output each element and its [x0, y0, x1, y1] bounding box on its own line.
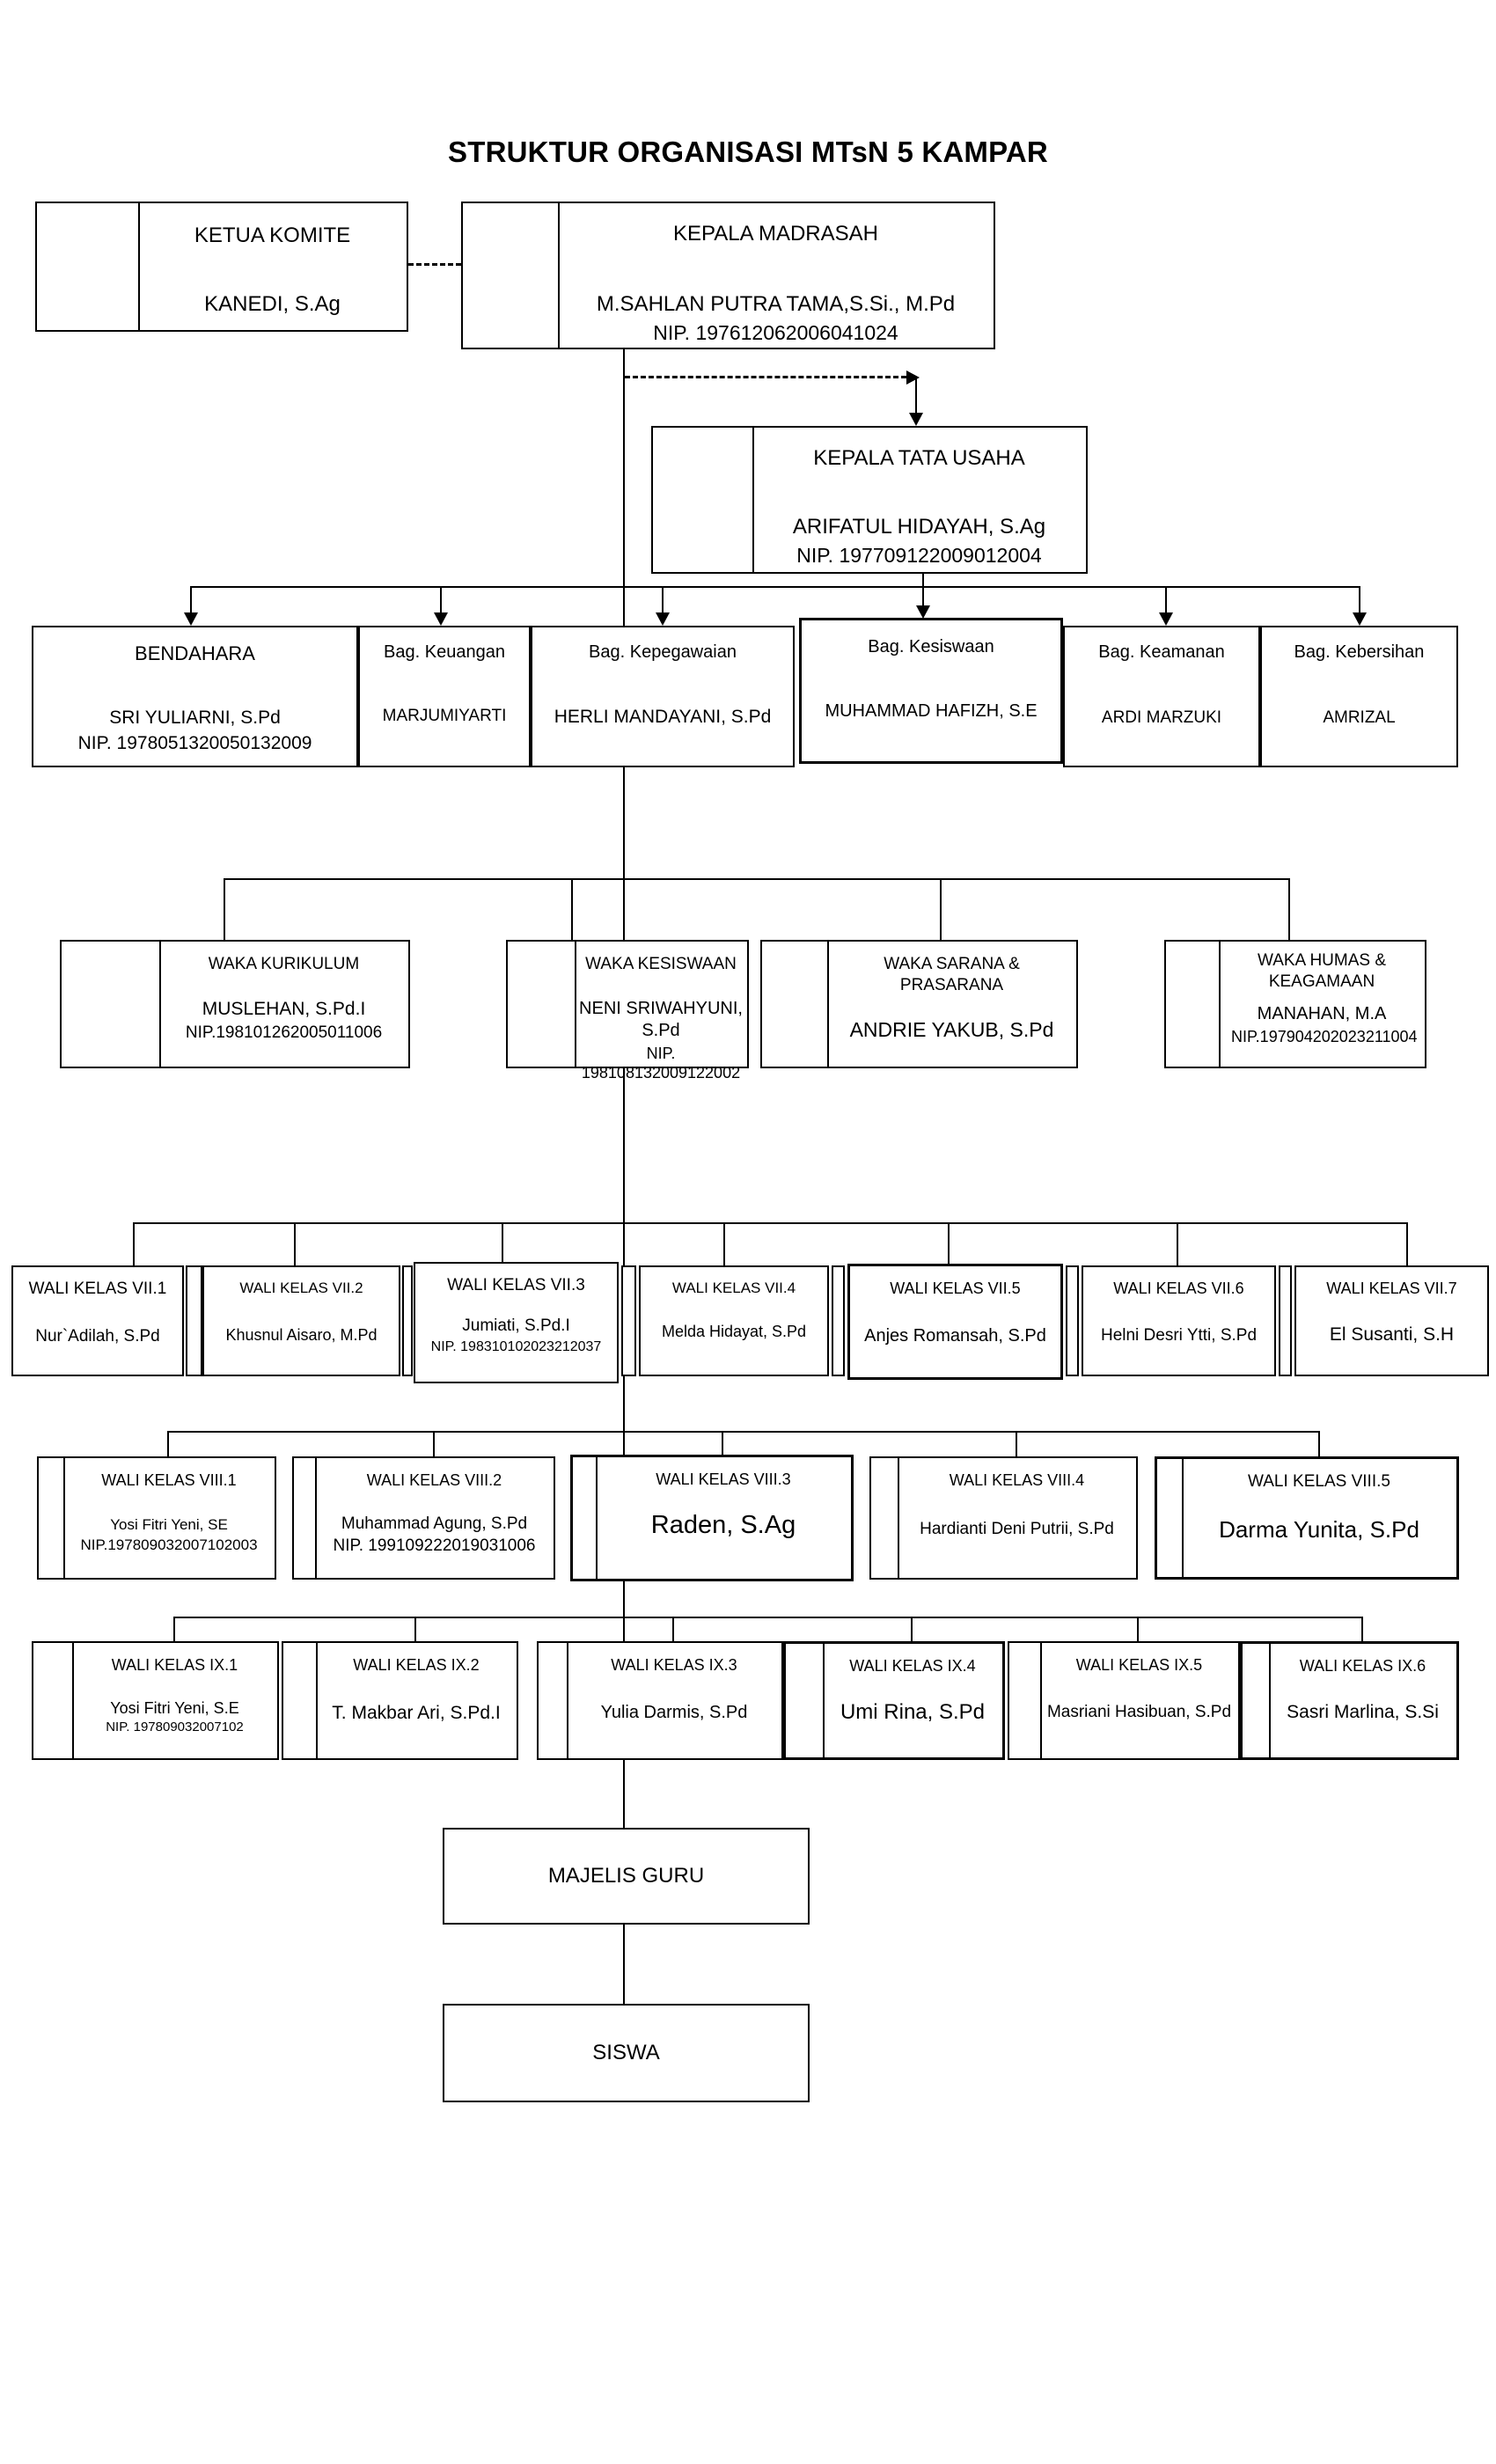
node-title: WALI KELAS VII.4 — [671, 1280, 796, 1296]
node-name: Nur`Adilah, S.Pd — [35, 1326, 160, 1346]
node-wali-ix1 — [32, 1641, 279, 1760]
h3-stub — [1406, 1222, 1408, 1265]
node-wali-ix4 — [783, 1641, 1005, 1760]
separator-box — [1066, 1265, 1079, 1376]
node-nip: NIP. 197612062006041024 — [653, 321, 898, 344]
node-name: MARJUMIYARTI — [382, 707, 507, 725]
arrowhead-down — [184, 612, 198, 626]
node-nip: NIP. 1978051320050132009 — [77, 732, 312, 753]
photo-cell — [653, 428, 754, 572]
h2-stub — [940, 878, 942, 940]
h1-stub — [662, 586, 664, 614]
h1-stub — [190, 586, 192, 614]
node-waka-sarana — [760, 940, 1078, 1068]
node-ketua-komite — [35, 202, 408, 332]
arrowhead-down — [1159, 612, 1173, 626]
node-name: Muhammad Agung, S.Pd — [341, 1514, 528, 1533]
photo-cell — [539, 1643, 568, 1758]
node-name: Khusnul Aisaro, M.Pd — [225, 1326, 378, 1345]
h4-stub — [433, 1431, 435, 1456]
node-wali-vii3 — [414, 1262, 619, 1383]
h3-stub — [294, 1222, 296, 1265]
node-wali-vii6 — [1082, 1265, 1276, 1376]
connector-h4 — [167, 1431, 1320, 1433]
h5-stub — [672, 1617, 674, 1641]
arrowhead-down — [656, 612, 670, 626]
arrowhead-down — [916, 605, 930, 619]
separator-box — [1279, 1265, 1292, 1376]
node-title: WALI KELAS VIII.5 — [1248, 1472, 1390, 1491]
h1-stub — [1165, 586, 1167, 614]
node-name: Masriani Hasibuan, S.Pd — [1046, 1702, 1232, 1721]
connector-to-tatausaha — [625, 376, 906, 378]
node-title: WALI KELAS IX.4 — [849, 1657, 976, 1675]
connector-h2 — [224, 878, 1290, 880]
h4-stub — [1016, 1431, 1017, 1456]
node-wali-viii4 — [869, 1456, 1138, 1580]
node-nip: NIP.197904202023211004 — [1231, 1027, 1418, 1045]
node-name: ARIFATUL HIDAYAH, S.Ag — [792, 515, 1046, 539]
node-wali-vii4 — [639, 1265, 829, 1376]
node-waka-kesiswaan — [506, 940, 749, 1082]
photo-cell — [463, 203, 560, 348]
node-name: Sasri Marlina, S.Si — [1287, 1701, 1439, 1722]
h3-stub — [948, 1222, 950, 1265]
connector-h1 — [190, 586, 1360, 588]
photo-cell — [62, 942, 161, 1067]
h3-stub — [133, 1222, 135, 1265]
node-wali-vii5 — [847, 1264, 1063, 1380]
separator-box — [186, 1265, 202, 1376]
photo-cell — [573, 1457, 598, 1579]
h2-stub — [1288, 878, 1290, 940]
h2-stub — [224, 878, 225, 940]
node-name: ARDI MARZUKI — [1101, 708, 1222, 727]
separator-box — [621, 1265, 636, 1376]
node-title: WALI KELAS VIII.3 — [656, 1470, 791, 1488]
node-title: WAKA HUMAS & KEAGAMAAN — [1257, 951, 1387, 991]
separator-box — [832, 1265, 845, 1376]
node-title: WALI KELAS VII.1 — [28, 1280, 167, 1298]
node-name: Jumiati, S.Pd.I — [462, 1316, 570, 1335]
node-name: Helni Desri Ytti, S.Pd — [1100, 1325, 1258, 1345]
node-name: Yosi Fitri Yeni, SE — [110, 1515, 228, 1533]
node-name: Yulia Darmis, S.Pd — [600, 1702, 748, 1722]
node-name: KANEDI, S.Ag — [204, 292, 341, 316]
node-wali-ix3 — [537, 1641, 783, 1760]
node-nip: NIP.197809032007102003 — [80, 1536, 258, 1553]
node-title: WAKA KESISWAAN — [585, 955, 737, 973]
photo-cell — [1166, 942, 1221, 1067]
h4-stub — [722, 1431, 723, 1456]
node-bag-kebersihan — [1260, 626, 1458, 767]
node-title: KEPALA TATA USAHA — [813, 446, 1025, 470]
photo-cell — [871, 1458, 899, 1578]
node-bag-keamanan — [1063, 626, 1260, 767]
node-waka-kurikulum — [60, 940, 410, 1068]
connector-komite-madrasah — [408, 263, 461, 266]
photo-cell — [762, 942, 829, 1067]
node-title: Bag. Kebersihan — [1294, 642, 1425, 662]
node-name: Raden, S.Ag — [650, 1510, 796, 1539]
connector-h3 — [133, 1222, 1408, 1224]
photo-cell — [33, 1643, 74, 1758]
h5-stub — [1361, 1617, 1363, 1641]
node-wali-viii3 — [570, 1455, 854, 1581]
node-wali-vii7 — [1294, 1265, 1489, 1376]
node-waka-humas — [1164, 940, 1426, 1068]
h1-stub — [440, 586, 442, 614]
node-title: WAKA SARANA & PRASARANA — [884, 955, 1020, 994]
node-title: Bag. Kesiswaan — [868, 637, 994, 656]
h4-stub — [167, 1431, 169, 1456]
node-title: WALI KELAS IX.3 — [611, 1656, 737, 1674]
node-name: MANAHAN, M.A — [1257, 1003, 1387, 1023]
node-title: WALI KELAS VIII.2 — [366, 1471, 502, 1489]
node-wali-ix2 — [282, 1641, 518, 1760]
node-majelis-guru — [443, 1828, 810, 1925]
node-title: WALI KELAS VII.2 — [239, 1280, 363, 1296]
node-wali-viii2 — [292, 1456, 555, 1580]
node-wali-ix6 — [1240, 1641, 1459, 1760]
arrowhead-right — [906, 370, 920, 385]
node-title: WAKA KURIKULUM — [208, 955, 360, 973]
node-title: WALI KELAS VIII.4 — [949, 1471, 1085, 1489]
node-title: WALI KELAS VII.6 — [1113, 1280, 1244, 1297]
node-title: WALI KELAS VII.5 — [890, 1280, 1021, 1297]
node-name: Anjes Romansah, S.Pd — [864, 1325, 1046, 1346]
node-bag-keuangan — [358, 626, 531, 767]
node-name: MUSLEHAN, S.Pd.I — [202, 998, 366, 1019]
h1-stub — [1359, 586, 1360, 614]
node-title: WALI KELAS VII.3 — [447, 1276, 585, 1294]
node-title: KEPALA MADRASAH — [673, 222, 878, 246]
node-nip: NIP. 199109222019031006 — [333, 1536, 536, 1556]
node-nip: NIP. 197709122009012004 — [796, 544, 1042, 567]
photo-cell — [283, 1643, 318, 1758]
node-siswa — [443, 2004, 810, 2102]
node-title: WALI KELAS IX.1 — [111, 1656, 238, 1674]
node-name: ANDRIE YAKUB, S.Pd — [849, 1017, 1054, 1041]
node-title: WALI KELAS IX.5 — [1075, 1656, 1203, 1674]
photo-cell — [39, 1458, 65, 1578]
h5-stub — [911, 1617, 913, 1641]
arrowhead-down — [909, 413, 923, 426]
photo-cell — [294, 1458, 317, 1578]
node-bendahara — [32, 626, 358, 767]
photo-cell — [1009, 1643, 1042, 1758]
node-name: NENI SRIWAHYUNI, S.Pd — [579, 998, 743, 1040]
node-title: Bag. Keuangan — [384, 642, 505, 662]
h5-stub — [414, 1617, 416, 1641]
node-wali-ix5 — [1008, 1641, 1240, 1760]
node-title: WALI KELAS VIII.1 — [101, 1471, 237, 1489]
node-title: Bag. Kepegawaian — [589, 642, 737, 662]
node-wali-viii5 — [1155, 1456, 1459, 1580]
node-nip: NIP.198101262005011006 — [185, 1023, 383, 1042]
node-nip: NIP. 198310102023212037 — [430, 1338, 602, 1354]
node-title: WALI KELAS IX.2 — [353, 1656, 480, 1674]
node-name: Darma Yunita, S.Pd — [1219, 1515, 1419, 1543]
node-bag-kepegawaian — [531, 626, 795, 767]
photo-cell — [1243, 1644, 1271, 1757]
node-title: Bag. Keamanan — [1098, 642, 1225, 662]
node-name: El Susanti, S.H — [1329, 1324, 1455, 1345]
node-wali-viii1 — [37, 1456, 276, 1580]
node-name: Umi Rina, S.Pd — [840, 1699, 986, 1724]
node-nip: NIP. 197809032007102 — [106, 1720, 244, 1734]
h2-stub — [571, 878, 573, 940]
photo-cell — [508, 942, 576, 1067]
h3-stub — [502, 1222, 503, 1265]
arrowhead-down — [434, 612, 448, 626]
node-kepala-madrasah — [461, 202, 995, 349]
node-name: AMRIZAL — [1323, 708, 1396, 727]
node-title: MAJELIS GURU — [547, 1864, 705, 1888]
node-kepala-tata-usaha — [651, 426, 1088, 574]
node-wali-vii2 — [202, 1265, 400, 1376]
connector-h5 — [173, 1617, 1363, 1618]
separator-box — [402, 1265, 413, 1376]
node-title: WALI KELAS VII.7 — [1326, 1280, 1457, 1297]
node-title: WALI KELAS IX.6 — [1299, 1657, 1426, 1675]
node-name: HERLI MANDAYANI, S.Pd — [554, 707, 772, 727]
node-name: Melda Hidayat, S.Pd — [661, 1323, 807, 1341]
node-name: T. Makbar Ari, S.Pd.I — [332, 1702, 501, 1723]
node-title: BENDAHARA — [135, 642, 255, 664]
photo-cell — [786, 1644, 825, 1757]
arrowhead-down — [1353, 612, 1367, 626]
node-name: Hardianti Deni Putrii, S.Pd — [920, 1519, 1114, 1538]
node-name: M.SAHLAN PUTRA TAMA,S.Si., M.Pd — [596, 292, 956, 316]
node-title: SISWA — [592, 2041, 660, 2064]
node-name: SRI YULIARNI, S.Pd — [109, 707, 281, 728]
h5-stub — [173, 1617, 175, 1641]
photo-cell — [1157, 1459, 1184, 1577]
h3-stub — [1177, 1222, 1178, 1265]
node-nip: NIP. 198108132009122002 — [581, 1044, 741, 1082]
h1-stub — [922, 574, 924, 607]
node-wali-vii1 — [11, 1265, 184, 1376]
node-name: MUHAMMAD HAFIZH, S.E — [825, 701, 1038, 721]
h4-stub — [1318, 1431, 1320, 1456]
node-bag-kesiswaan — [799, 618, 1063, 764]
node-title: KETUA KOMITE — [194, 224, 351, 247]
photo-cell — [37, 203, 140, 330]
h5-stub — [1137, 1617, 1139, 1641]
node-name: Yosi Fitri Yeni, S.E — [110, 1698, 239, 1717]
page-title: STRUKTUR ORGANISASI MTsN 5 KAMPAR — [448, 136, 1048, 169]
h3-stub — [723, 1222, 725, 1265]
